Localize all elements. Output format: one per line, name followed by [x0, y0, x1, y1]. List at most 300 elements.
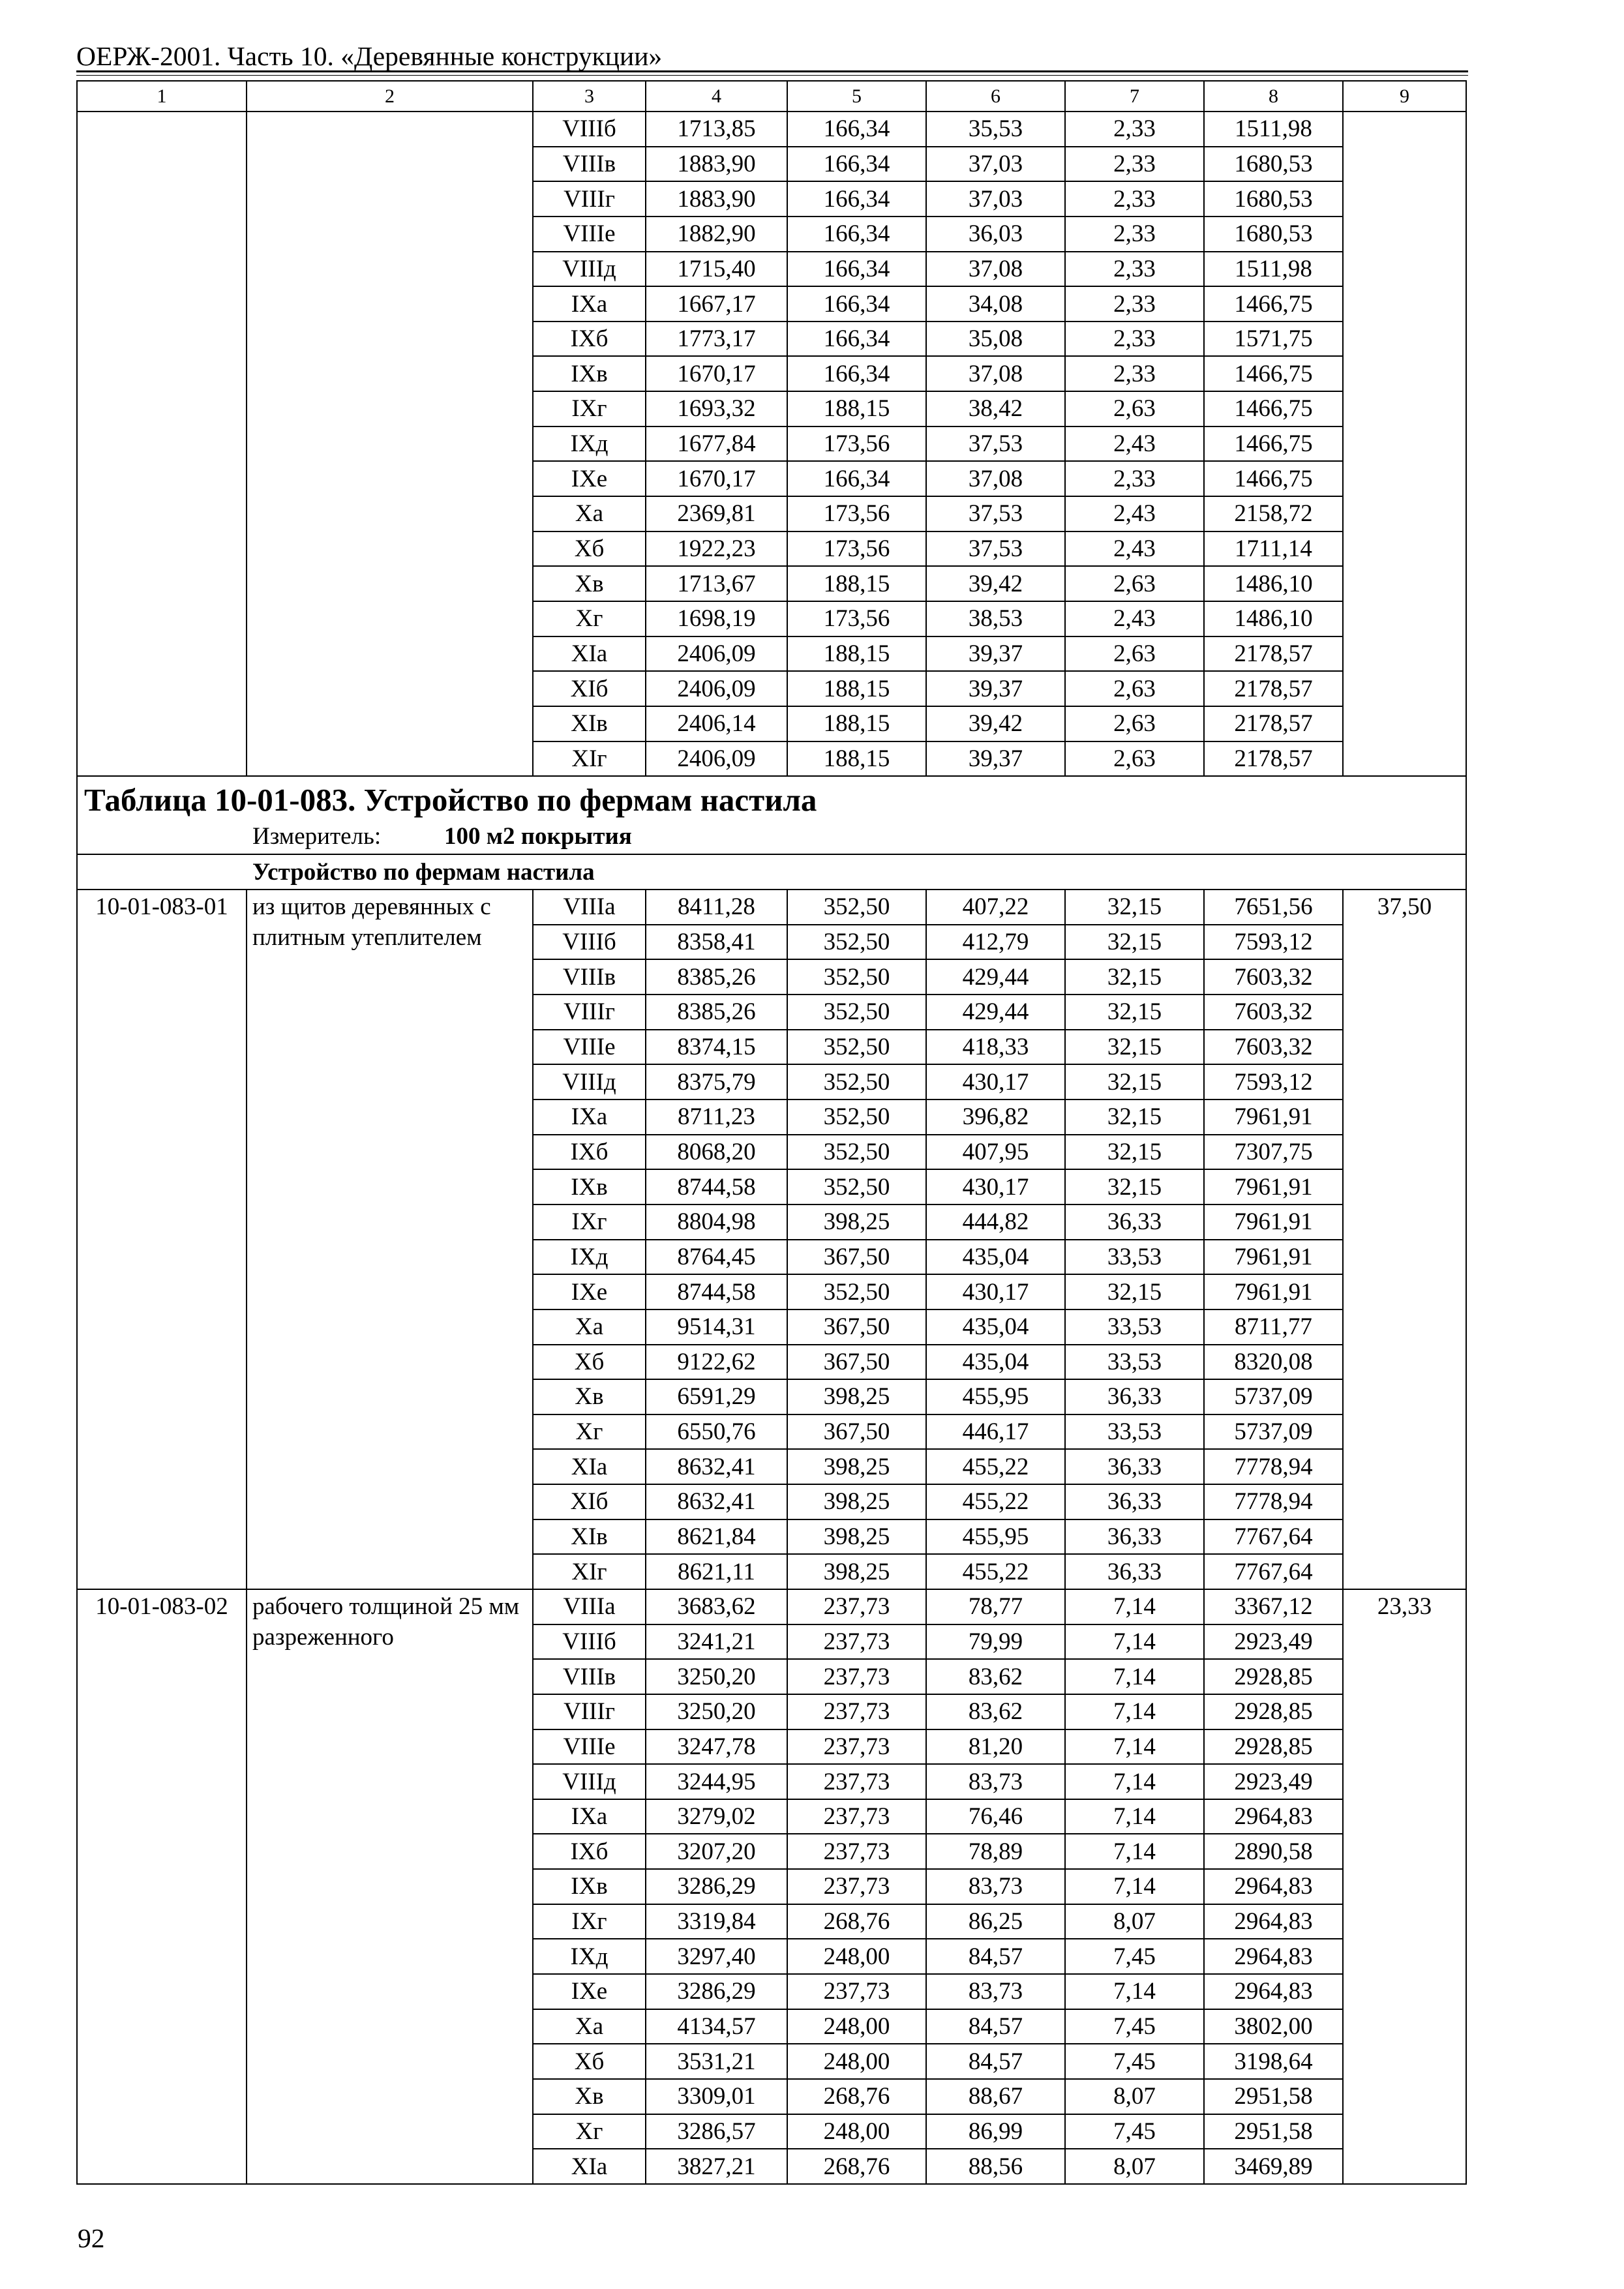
column-5-value: 352,50 [787, 1274, 926, 1309]
column-5-value: 398,25 [787, 1519, 926, 1555]
column-4-value: 3297,40 [646, 1939, 787, 1974]
column-6-value: 37,53 [926, 426, 1065, 462]
column-6-value: 88,67 [926, 2079, 1065, 2114]
column-6-value: 430,17 [926, 1064, 1065, 1100]
column-4-value: 2406,14 [646, 706, 787, 741]
zone-code-cell: IXг [533, 1204, 646, 1240]
column-4-value: 3319,84 [646, 1904, 787, 1939]
column-4-value: 8632,41 [646, 1484, 787, 1519]
column-8-value: 1511,98 [1204, 252, 1343, 287]
column-8-value: 2178,57 [1204, 636, 1343, 672]
page-number: 92 [78, 2223, 105, 2253]
column-9-value: 37,50 [1343, 890, 1466, 1589]
running-header: ОЕРЖ-2001. Часть 10. «Деревянные конструкции» [76, 41, 663, 71]
column-7-value: 7,14 [1065, 1974, 1204, 2009]
column-5-value: 352,50 [787, 890, 926, 925]
column-6-value: 396,82 [926, 1100, 1065, 1135]
column-7-value: 32,15 [1065, 1135, 1204, 1170]
column-5-value: 188,15 [787, 391, 926, 426]
column-7-value: 2,63 [1065, 636, 1204, 672]
column-7-value: 36,33 [1065, 1379, 1204, 1414]
header-rule-top [76, 70, 1468, 72]
column-7-value: 36,33 [1065, 1484, 1204, 1519]
table-title-cell [77, 776, 1466, 854]
zone-code-cell: VIIIе [533, 217, 646, 252]
column-4-value: 1882,90 [646, 217, 787, 252]
column-4-value: 1883,90 [646, 181, 787, 217]
column-6-value: 455,95 [926, 1379, 1065, 1414]
column-6-value: 418,33 [926, 1030, 1065, 1065]
column-5-value: 367,50 [787, 1414, 926, 1450]
column-4-value: 1713,85 [646, 112, 787, 147]
column-6-value: 39,37 [926, 741, 1065, 777]
column-4-value: 8375,79 [646, 1064, 787, 1100]
column-7-value: 7,14 [1065, 1869, 1204, 1904]
column-7-value: 32,15 [1065, 890, 1204, 925]
column-number-8: 8 [1204, 81, 1343, 112]
column-8-value: 7778,94 [1204, 1484, 1343, 1519]
column-6-value: 83,73 [926, 1869, 1065, 1904]
zone-code-cell: Xб [533, 1345, 646, 1380]
column-5-value: 237,73 [787, 1729, 926, 1765]
column-8-value: 2951,58 [1204, 2079, 1343, 2114]
column-4-value: 9514,31 [646, 1309, 787, 1345]
column-8-value: 2890,58 [1204, 1834, 1343, 1869]
column-7-value: 7,45 [1065, 2114, 1204, 2149]
zone-code-cell: VIIIа [533, 890, 646, 925]
column-8-value: 1466,75 [1204, 461, 1343, 496]
zone-code-cell: Xг [533, 2114, 646, 2149]
column-6-value: 446,17 [926, 1414, 1065, 1450]
column-8-value: 7961,91 [1204, 1240, 1343, 1275]
column-4-value: 3241,21 [646, 1624, 787, 1660]
column-6-value: 86,25 [926, 1904, 1065, 1939]
column-8-value: 1571,75 [1204, 322, 1343, 357]
zone-code-cell: VIIIв [533, 1659, 646, 1694]
zone-code-cell: Xв [533, 1379, 646, 1414]
column-4-value: 1713,67 [646, 566, 787, 601]
zone-code-cell: IXе [533, 461, 646, 496]
column-8-value: 7767,64 [1204, 1519, 1343, 1555]
column-7-value: 2,43 [1065, 496, 1204, 531]
column-4-value: 1698,19 [646, 601, 787, 636]
column-8-value: 5737,09 [1204, 1379, 1343, 1414]
zone-code-cell: XIв [533, 1519, 646, 1555]
column-8-value: 2964,83 [1204, 1974, 1343, 2009]
zone-code-cell: Xв [533, 566, 646, 601]
column-7-value: 32,15 [1065, 1274, 1204, 1309]
column-8-value: 2964,83 [1204, 1869, 1343, 1904]
column-8-value: 8320,08 [1204, 1345, 1343, 1380]
column-8-value: 2964,83 [1204, 1939, 1343, 1974]
column-6-value: 86,99 [926, 2114, 1065, 2149]
column-8-value: 7593,12 [1204, 925, 1343, 960]
column-5-value: 166,34 [787, 181, 926, 217]
norm-description-cell [247, 112, 533, 776]
column-4-value: 8385,26 [646, 995, 787, 1030]
column-7-value: 2,63 [1065, 671, 1204, 706]
column-8-value: 2964,83 [1204, 1799, 1343, 1834]
column-8-value: 7961,91 [1204, 1274, 1343, 1309]
column-6-value: 435,04 [926, 1240, 1065, 1275]
zone-code-cell: IXа [533, 1799, 646, 1834]
column-4-value: 2406,09 [646, 671, 787, 706]
column-7-value: 36,33 [1065, 1554, 1204, 1589]
zone-code-cell: VIIIг [533, 1694, 646, 1729]
column-5-value: 166,34 [787, 217, 926, 252]
column-5-value: 166,34 [787, 252, 926, 287]
column-4-value: 8385,26 [646, 959, 787, 995]
column-6-value: 78,77 [926, 1589, 1065, 1624]
column-7-value: 7,45 [1065, 2009, 1204, 2044]
column-6-value: 38,42 [926, 391, 1065, 426]
column-5-value: 268,76 [787, 1904, 926, 1939]
column-6-value: 455,95 [926, 1519, 1065, 1555]
zone-code-cell: IXд [533, 1939, 646, 1974]
table-row [77, 1589, 1466, 1624]
column-6-value: 39,37 [926, 671, 1065, 706]
column-number-3: 3 [533, 81, 646, 112]
column-4-value: 8068,20 [646, 1135, 787, 1170]
column-4-value: 8358,41 [646, 925, 787, 960]
column-8-value: 7603,32 [1204, 959, 1343, 995]
zone-code-cell: VIIIг [533, 181, 646, 217]
column-4-value: 1773,17 [646, 322, 787, 357]
norm-item-group [77, 890, 1466, 1589]
column-4-value: 3683,62 [646, 1589, 787, 1624]
column-5-value: 352,50 [787, 995, 926, 1030]
column-4-value: 8621,84 [646, 1519, 787, 1555]
column-8-value: 7603,32 [1204, 995, 1343, 1030]
column-4-value: 4134,57 [646, 2009, 787, 2044]
zone-code-cell: VIIIб [533, 925, 646, 960]
column-5-value: 352,50 [787, 1030, 926, 1065]
column-7-value: 2,63 [1065, 566, 1204, 601]
column-7-value: 7,14 [1065, 1729, 1204, 1765]
column-5-value: 173,56 [787, 496, 926, 531]
column-6-value: 407,95 [926, 1135, 1065, 1170]
column-7-value: 7,14 [1065, 1659, 1204, 1694]
column-8-value: 2928,85 [1204, 1694, 1343, 1729]
zone-code-cell: XIа [533, 636, 646, 672]
zone-code-cell: XIа [533, 1449, 646, 1484]
column-6-value: 430,17 [926, 1169, 1065, 1204]
table-header [77, 81, 1466, 112]
column-6-value: 38,53 [926, 601, 1065, 636]
column-5-value: 248,00 [787, 2114, 926, 2149]
column-number-5: 5 [787, 81, 926, 112]
zone-code-cell: IXб [533, 1834, 646, 1869]
unit-line [78, 824, 1466, 850]
zone-code-cell: Xв [533, 2079, 646, 2114]
column-7-value: 32,15 [1065, 995, 1204, 1030]
column-6-value: 37,08 [926, 461, 1065, 496]
zone-code-cell: VIIIв [533, 959, 646, 995]
column-5-value: 248,00 [787, 2009, 926, 2044]
column-4-value: 1667,17 [646, 286, 787, 322]
zone-code-cell: IXв [533, 356, 646, 391]
column-4-value: 2406,09 [646, 741, 787, 777]
column-7-value: 7,14 [1065, 1834, 1204, 1869]
column-6-value: 430,17 [926, 1274, 1065, 1309]
column-7-value: 32,15 [1065, 925, 1204, 960]
column-7-value: 2,33 [1065, 147, 1204, 182]
column-5-value: 173,56 [787, 531, 926, 567]
column-5-value: 188,15 [787, 566, 926, 601]
column-9-value: 23,33 [1343, 1589, 1466, 2184]
column-8-value: 1466,75 [1204, 356, 1343, 391]
zone-code-cell: VIIIд [533, 252, 646, 287]
column-8-value: 7961,91 [1204, 1204, 1343, 1240]
column-8-value: 7593,12 [1204, 1064, 1343, 1100]
norm-code-cell: 10-01-083-02 [77, 1589, 247, 2184]
column-8-value: 1466,75 [1204, 426, 1343, 462]
zone-code-cell: IXе [533, 1274, 646, 1309]
column-number-1: 1 [77, 81, 247, 112]
column-8-value: 1511,98 [1204, 112, 1343, 147]
column-7-value: 7,45 [1065, 2044, 1204, 2079]
column-7-value: 2,43 [1065, 426, 1204, 462]
column-4-value: 8374,15 [646, 1030, 787, 1065]
column-5-value: 237,73 [787, 1869, 926, 1904]
column-6-value: 83,73 [926, 1974, 1065, 2009]
column-8-value: 3367,12 [1204, 1589, 1343, 1624]
column-5-value: 268,76 [787, 2079, 926, 2114]
column-8-value: 2923,49 [1204, 1764, 1343, 1799]
column-6-value: 88,56 [926, 2149, 1065, 2184]
column-6-value: 37,53 [926, 531, 1065, 567]
zone-code-cell: VIIIб [533, 1624, 646, 1660]
column-5-value: 237,73 [787, 1694, 926, 1729]
zone-code-cell: Xг [533, 1414, 646, 1450]
column-number-6: 6 [926, 81, 1065, 112]
column-number-2: 2 [247, 81, 533, 112]
column-5-value: 166,34 [787, 461, 926, 496]
column-7-value: 8,07 [1065, 1904, 1204, 1939]
zone-code-cell: IXд [533, 426, 646, 462]
column-number-9: 9 [1343, 81, 1466, 112]
column-8-value: 1680,53 [1204, 217, 1343, 252]
column-5-value: 367,50 [787, 1309, 926, 1345]
column-8-value: 7961,91 [1204, 1169, 1343, 1204]
column-7-value: 33,53 [1065, 1240, 1204, 1275]
continuation-rows [77, 112, 1466, 776]
column-7-value: 2,63 [1065, 706, 1204, 741]
column-7-value: 32,15 [1065, 1169, 1204, 1204]
column-7-value: 33,53 [1065, 1345, 1204, 1380]
column-4-value: 1693,32 [646, 391, 787, 426]
column-6-value: 455,22 [926, 1484, 1065, 1519]
column-6-value: 36,03 [926, 217, 1065, 252]
zone-code-cell: Xа [533, 1309, 646, 1345]
column-4-value: 1883,90 [646, 147, 787, 182]
column-6-value: 79,99 [926, 1624, 1065, 1660]
column-7-value: 7,14 [1065, 1624, 1204, 1660]
column-7-value: 33,53 [1065, 1414, 1204, 1450]
column-4-value: 3531,21 [646, 2044, 787, 2079]
zone-code-cell: VIIIг [533, 995, 646, 1030]
zone-code-cell: Xа [533, 2009, 646, 2044]
column-8-value: 2158,72 [1204, 496, 1343, 531]
zone-code-cell: IXб [533, 1135, 646, 1170]
column-5-value: 237,73 [787, 1624, 926, 1660]
zone-code-cell: VIIIе [533, 1729, 646, 1765]
column-8-value: 1466,75 [1204, 391, 1343, 426]
column-7-value: 7,14 [1065, 1764, 1204, 1799]
column-4-value: 6550,76 [646, 1414, 787, 1450]
column-5-value: 248,00 [787, 1939, 926, 1974]
column-4-value: 2369,81 [646, 496, 787, 531]
table-title-block [77, 776, 1466, 890]
zone-code-cell: Xг [533, 601, 646, 636]
column-7-value: 2,33 [1065, 356, 1204, 391]
column-6-value: 429,44 [926, 959, 1065, 995]
zone-code-cell: XIа [533, 2149, 646, 2184]
column-7-value: 32,15 [1065, 1030, 1204, 1065]
column-4-value: 9122,62 [646, 1345, 787, 1380]
column-5-value: 367,50 [787, 1345, 926, 1380]
zone-code-cell: XIг [533, 1554, 646, 1589]
unit-label: Измеритель: [252, 823, 382, 850]
column-4-value: 8764,45 [646, 1240, 787, 1275]
column-7-value: 7,45 [1065, 1939, 1204, 1974]
column-7-value: 2,33 [1065, 322, 1204, 357]
column-number-7: 7 [1065, 81, 1204, 112]
column-7-value: 8,07 [1065, 2149, 1204, 2184]
column-8-value: 1711,14 [1204, 531, 1343, 567]
column-6-value: 34,08 [926, 286, 1065, 322]
column-5-value: 398,25 [787, 1204, 926, 1240]
column-7-value: 33,53 [1065, 1309, 1204, 1345]
column-4-value: 1677,84 [646, 426, 787, 462]
column-7-value: 32,15 [1065, 1064, 1204, 1100]
column-7-value: 32,15 [1065, 959, 1204, 995]
column-4-value: 2406,09 [646, 636, 787, 672]
column-8-value: 7961,91 [1204, 1100, 1343, 1135]
column-8-value: 1680,53 [1204, 181, 1343, 217]
column-7-value: 36,33 [1065, 1519, 1204, 1555]
column-8-value: 3469,89 [1204, 2149, 1343, 2184]
zone-code-cell: IXв [533, 1169, 646, 1204]
column-7-value: 2,33 [1065, 461, 1204, 496]
zone-code-cell: XIб [533, 671, 646, 706]
column-5-value: 173,56 [787, 601, 926, 636]
column-4-value: 3250,20 [646, 1694, 787, 1729]
column-5-value: 352,50 [787, 1135, 926, 1170]
norm-code-cell: 10-01-083-01 [77, 890, 247, 1589]
zone-code-cell: IXе [533, 1974, 646, 2009]
column-5-value: 166,34 [787, 112, 926, 147]
column-6-value: 78,89 [926, 1834, 1065, 1869]
column-6-value: 83,62 [926, 1659, 1065, 1694]
column-8-value: 7767,64 [1204, 1554, 1343, 1589]
column-8-value: 7778,94 [1204, 1449, 1343, 1484]
column-6-value: 35,08 [926, 322, 1065, 357]
header-rule-bottom [76, 75, 1468, 76]
norm-description-cell: из щитов деревянных с плитным утеплителем [247, 890, 533, 1589]
column-4-value: 3207,20 [646, 1834, 787, 1869]
zone-code-cell: IXа [533, 286, 646, 322]
column-4-value: 3286,29 [646, 1974, 787, 2009]
section-heading: Устройство по фермам настила [77, 854, 1466, 890]
column-7-value: 2,43 [1065, 531, 1204, 567]
zone-code-cell: IXг [533, 391, 646, 426]
column-7-value: 2,33 [1065, 217, 1204, 252]
column-5-value: 166,34 [787, 322, 926, 357]
column-5-value: 398,25 [787, 1449, 926, 1484]
zone-code-cell: IXб [533, 322, 646, 357]
column-4-value: 3247,78 [646, 1729, 787, 1765]
table-row [77, 890, 1466, 925]
column-8-value: 3198,64 [1204, 2044, 1343, 2079]
column-8-value: 7651,56 [1204, 890, 1343, 925]
column-6-value: 39,42 [926, 566, 1065, 601]
column-7-value: 2,63 [1065, 741, 1204, 777]
column-6-value: 435,04 [926, 1309, 1065, 1345]
section-heading-row [77, 854, 1466, 890]
column-5-value: 352,50 [787, 1169, 926, 1204]
column-6-value: 37,08 [926, 356, 1065, 391]
column-7-value: 36,33 [1065, 1204, 1204, 1240]
column-4-value: 8711,23 [646, 1100, 787, 1135]
column-5-value: 352,50 [787, 1064, 926, 1100]
column-5-value: 237,73 [787, 1659, 926, 1694]
column-4-value: 8632,41 [646, 1449, 787, 1484]
column-5-value: 237,73 [787, 1799, 926, 1834]
column-5-value: 237,73 [787, 1834, 926, 1869]
column-8-value: 1466,75 [1204, 286, 1343, 322]
column-7-value: 2,33 [1065, 181, 1204, 217]
zone-code-cell: VIIIе [533, 1030, 646, 1065]
column-4-value: 8744,58 [646, 1274, 787, 1309]
column-5-value: 367,50 [787, 1240, 926, 1275]
column-4-value: 3286,57 [646, 2114, 787, 2149]
column-6-value: 37,03 [926, 147, 1065, 182]
column-7-value: 7,14 [1065, 1694, 1204, 1729]
column-4-value: 8804,98 [646, 1204, 787, 1240]
column-7-value: 7,14 [1065, 1799, 1204, 1834]
column-7-value: 32,15 [1065, 1100, 1204, 1135]
column-5-value: 188,15 [787, 706, 926, 741]
column-8-value: 5737,09 [1204, 1414, 1343, 1450]
column-5-value: 248,00 [787, 2044, 926, 2079]
column-8-value: 7603,32 [1204, 1030, 1343, 1065]
column-4-value: 3279,02 [646, 1799, 787, 1834]
column-6-value: 412,79 [926, 925, 1065, 960]
column-8-value: 7307,75 [1204, 1135, 1343, 1170]
column-number-4: 4 [646, 81, 787, 112]
column-6-value: 76,46 [926, 1799, 1065, 1834]
column-5-value: 237,73 [787, 1764, 926, 1799]
column-5-value: 352,50 [787, 1100, 926, 1135]
norm-description-cell: рабочего толщиной 25 мм разреженного [247, 1589, 533, 2184]
column-6-value: 435,04 [926, 1345, 1065, 1380]
zone-code-cell: IXа [533, 1100, 646, 1135]
column-8-value: 2923,49 [1204, 1624, 1343, 1660]
column-4-value: 6591,29 [646, 1379, 787, 1414]
column-5-value: 398,25 [787, 1379, 926, 1414]
column-5-value: 188,15 [787, 636, 926, 672]
column-6-value: 407,22 [926, 890, 1065, 925]
column-6-value: 455,22 [926, 1554, 1065, 1589]
column-7-value: 2,63 [1065, 391, 1204, 426]
column-5-value: 188,15 [787, 671, 926, 706]
column-8-value: 2178,57 [1204, 741, 1343, 777]
column-8-value: 1680,53 [1204, 147, 1343, 182]
column-6-value: 83,73 [926, 1764, 1065, 1799]
column-5-value: 166,34 [787, 286, 926, 322]
column-8-value: 1486,10 [1204, 601, 1343, 636]
